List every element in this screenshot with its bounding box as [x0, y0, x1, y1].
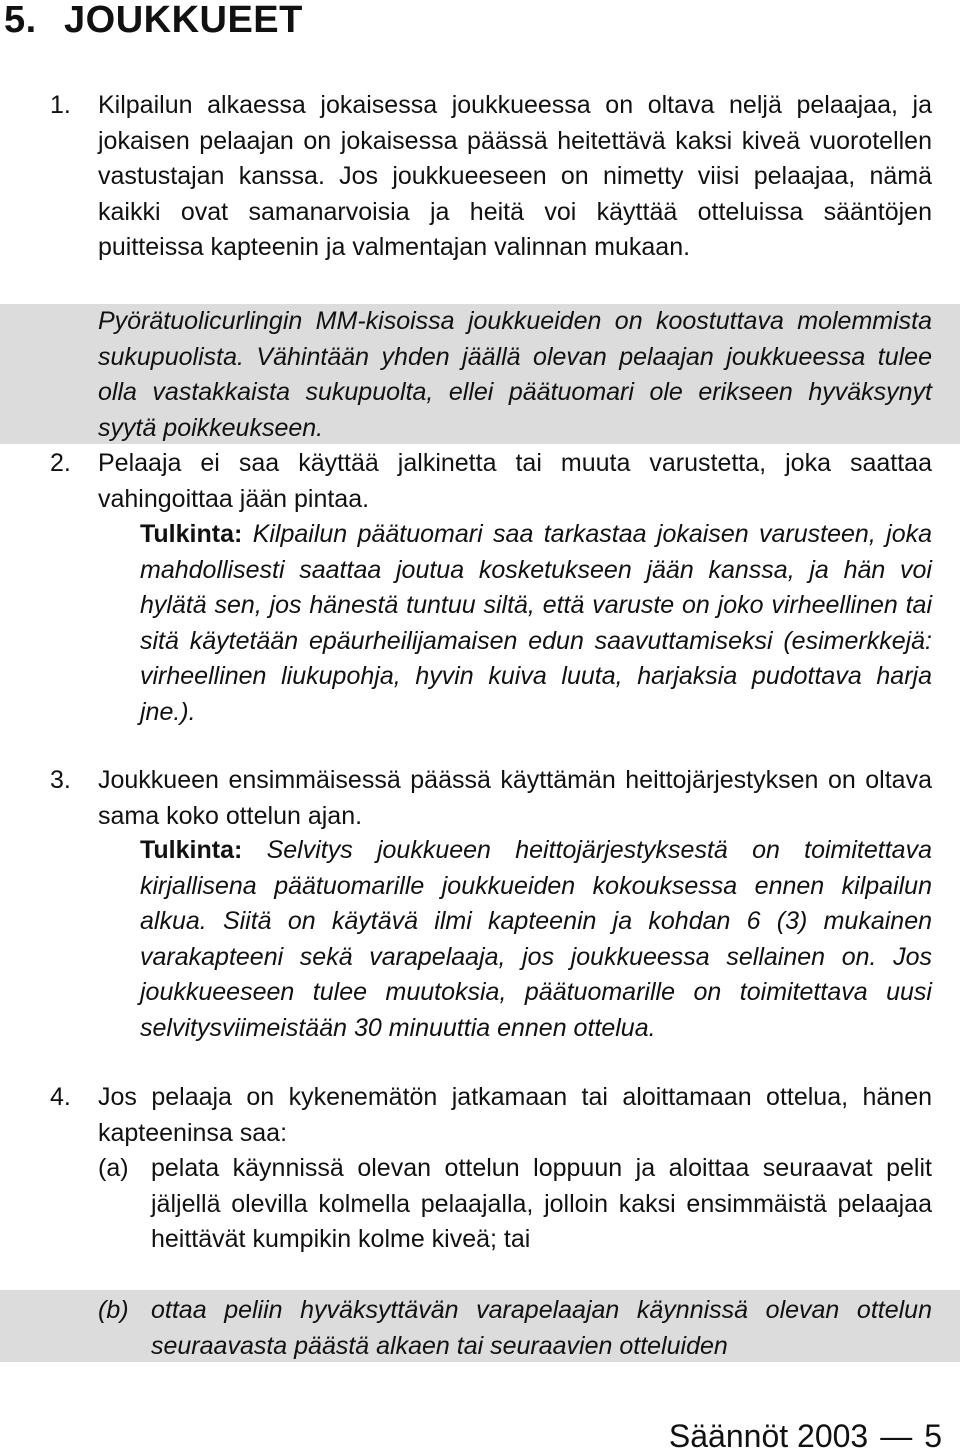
item-text: Kilpailun alkaessa jokaisessa joukkueessa on oltava neljä pelaajaa, ja jokaisen pelaajan on jokaisessa päässä heitettävä kaksi kiveä vuorotellen vastustajan kanssa. Jos joukkueeseen on nimetty viisi pelaajaa, nämä kaikki ovat samanarvoisia ja heitä voi käyttää otteluissa sääntöjen puitteissa kapteenin ja valmentajan valinnan mukaan. [98, 91, 932, 261]
subitem-text: pelata käynnissä olevan ottelun loppuun ja aloittaa seuraavat pelit jäljellä olevilla kolmella pelaajalla, jolloin kaksi ensimmäistä pelaajaa heittävät kumpikin kolme kiveä; tai [151, 1154, 932, 1253]
subitem-label: (a) [98, 1154, 129, 1182]
item-number: 2. [50, 449, 71, 477]
footer-dash: — [880, 1418, 913, 1454]
item-number: 3. [50, 766, 71, 794]
shaded-note: Pyörätuolicurlingin MM-kisoissa joukkueiden on koostuttava molemmista sukupuolista. Vähintään yhden jäällä olevan pelaajan joukkueessa tulee olla vastakkaista sukupuolta, ellei päätuomari ole erikseen hyväksynyt syytä poikkeukseen. [98, 307, 932, 442]
section-heading [4, 0, 303, 40]
interpretation-label: Tulkinta: [140, 520, 243, 548]
subitem-text: ottaa peliin hyväksyttävän varapelaajan käynnissä olevan ottelun seuraavasta päästä alkaen tai seuraavien otteluiden [151, 1296, 932, 1360]
section-number: 5. [4, 0, 37, 41]
section-title: JOUKKUEET [64, 0, 303, 41]
interpretation [140, 517, 932, 730]
page-number: 5 [924, 1418, 942, 1454]
page-footer [669, 1418, 942, 1454]
item-text: Joukkueen ensimmäisessä päässä käyttämän heittojärjestyksen on oltava sama koko ottelun ajan. [98, 766, 932, 830]
interpretation-text: Selvitys joukkueen heittojärjestyksestä on toimitettava kirjallisena päätuomarille joukkueiden kokouksessa ennen kilpailun alkua. Siitä on käytävä ilmi kapteenin ja kohdan 6 (3) mukainen varakapteeni sekä varapelaaja, jos joukkueessa sellainen on. Jos joukkueeseen tulee muutoksia, päätuomarille on toimitettava uusi selvitysviimeistään 30 minuuttia ennen ottelua. [140, 836, 932, 1042]
footer-label: Säännöt 2003 [668, 1418, 869, 1454]
item-text: Jos pelaaja on kykenemätön jatkamaan tai aloittamaan ottelua, hänen kapteeninsa saa: [98, 1083, 932, 1147]
subitem-label: (b) [98, 1296, 129, 1324]
item-number: 1. [50, 91, 71, 119]
interpretation-label: Tulkinta: [140, 836, 243, 864]
interpretation-text: Kilpailun päätuomari saa tarkastaa jokaisen varusteen, joka mahdollisesti saattaa joutua kosketukseen jään kanssa, ja hän voi hylätä sen, jos hänestä tuntuu siltä, että varuste on joko virheellinen tai sitä käytetään epäurheilijamaisen edun saavuttamiseksi (esimerkkejä: virheellinen liukupohja, hyvin kuiva luuta, harjaksia pudottava harja jne.). [140, 520, 933, 726]
item-number: 4. [50, 1083, 71, 1111]
interpretation [140, 833, 932, 1046]
item-text: Pelaaja ei saa käyttää jalkinetta tai muuta varustetta, joka saattaa vahingoittaa jään pintaa. [98, 449, 932, 513]
